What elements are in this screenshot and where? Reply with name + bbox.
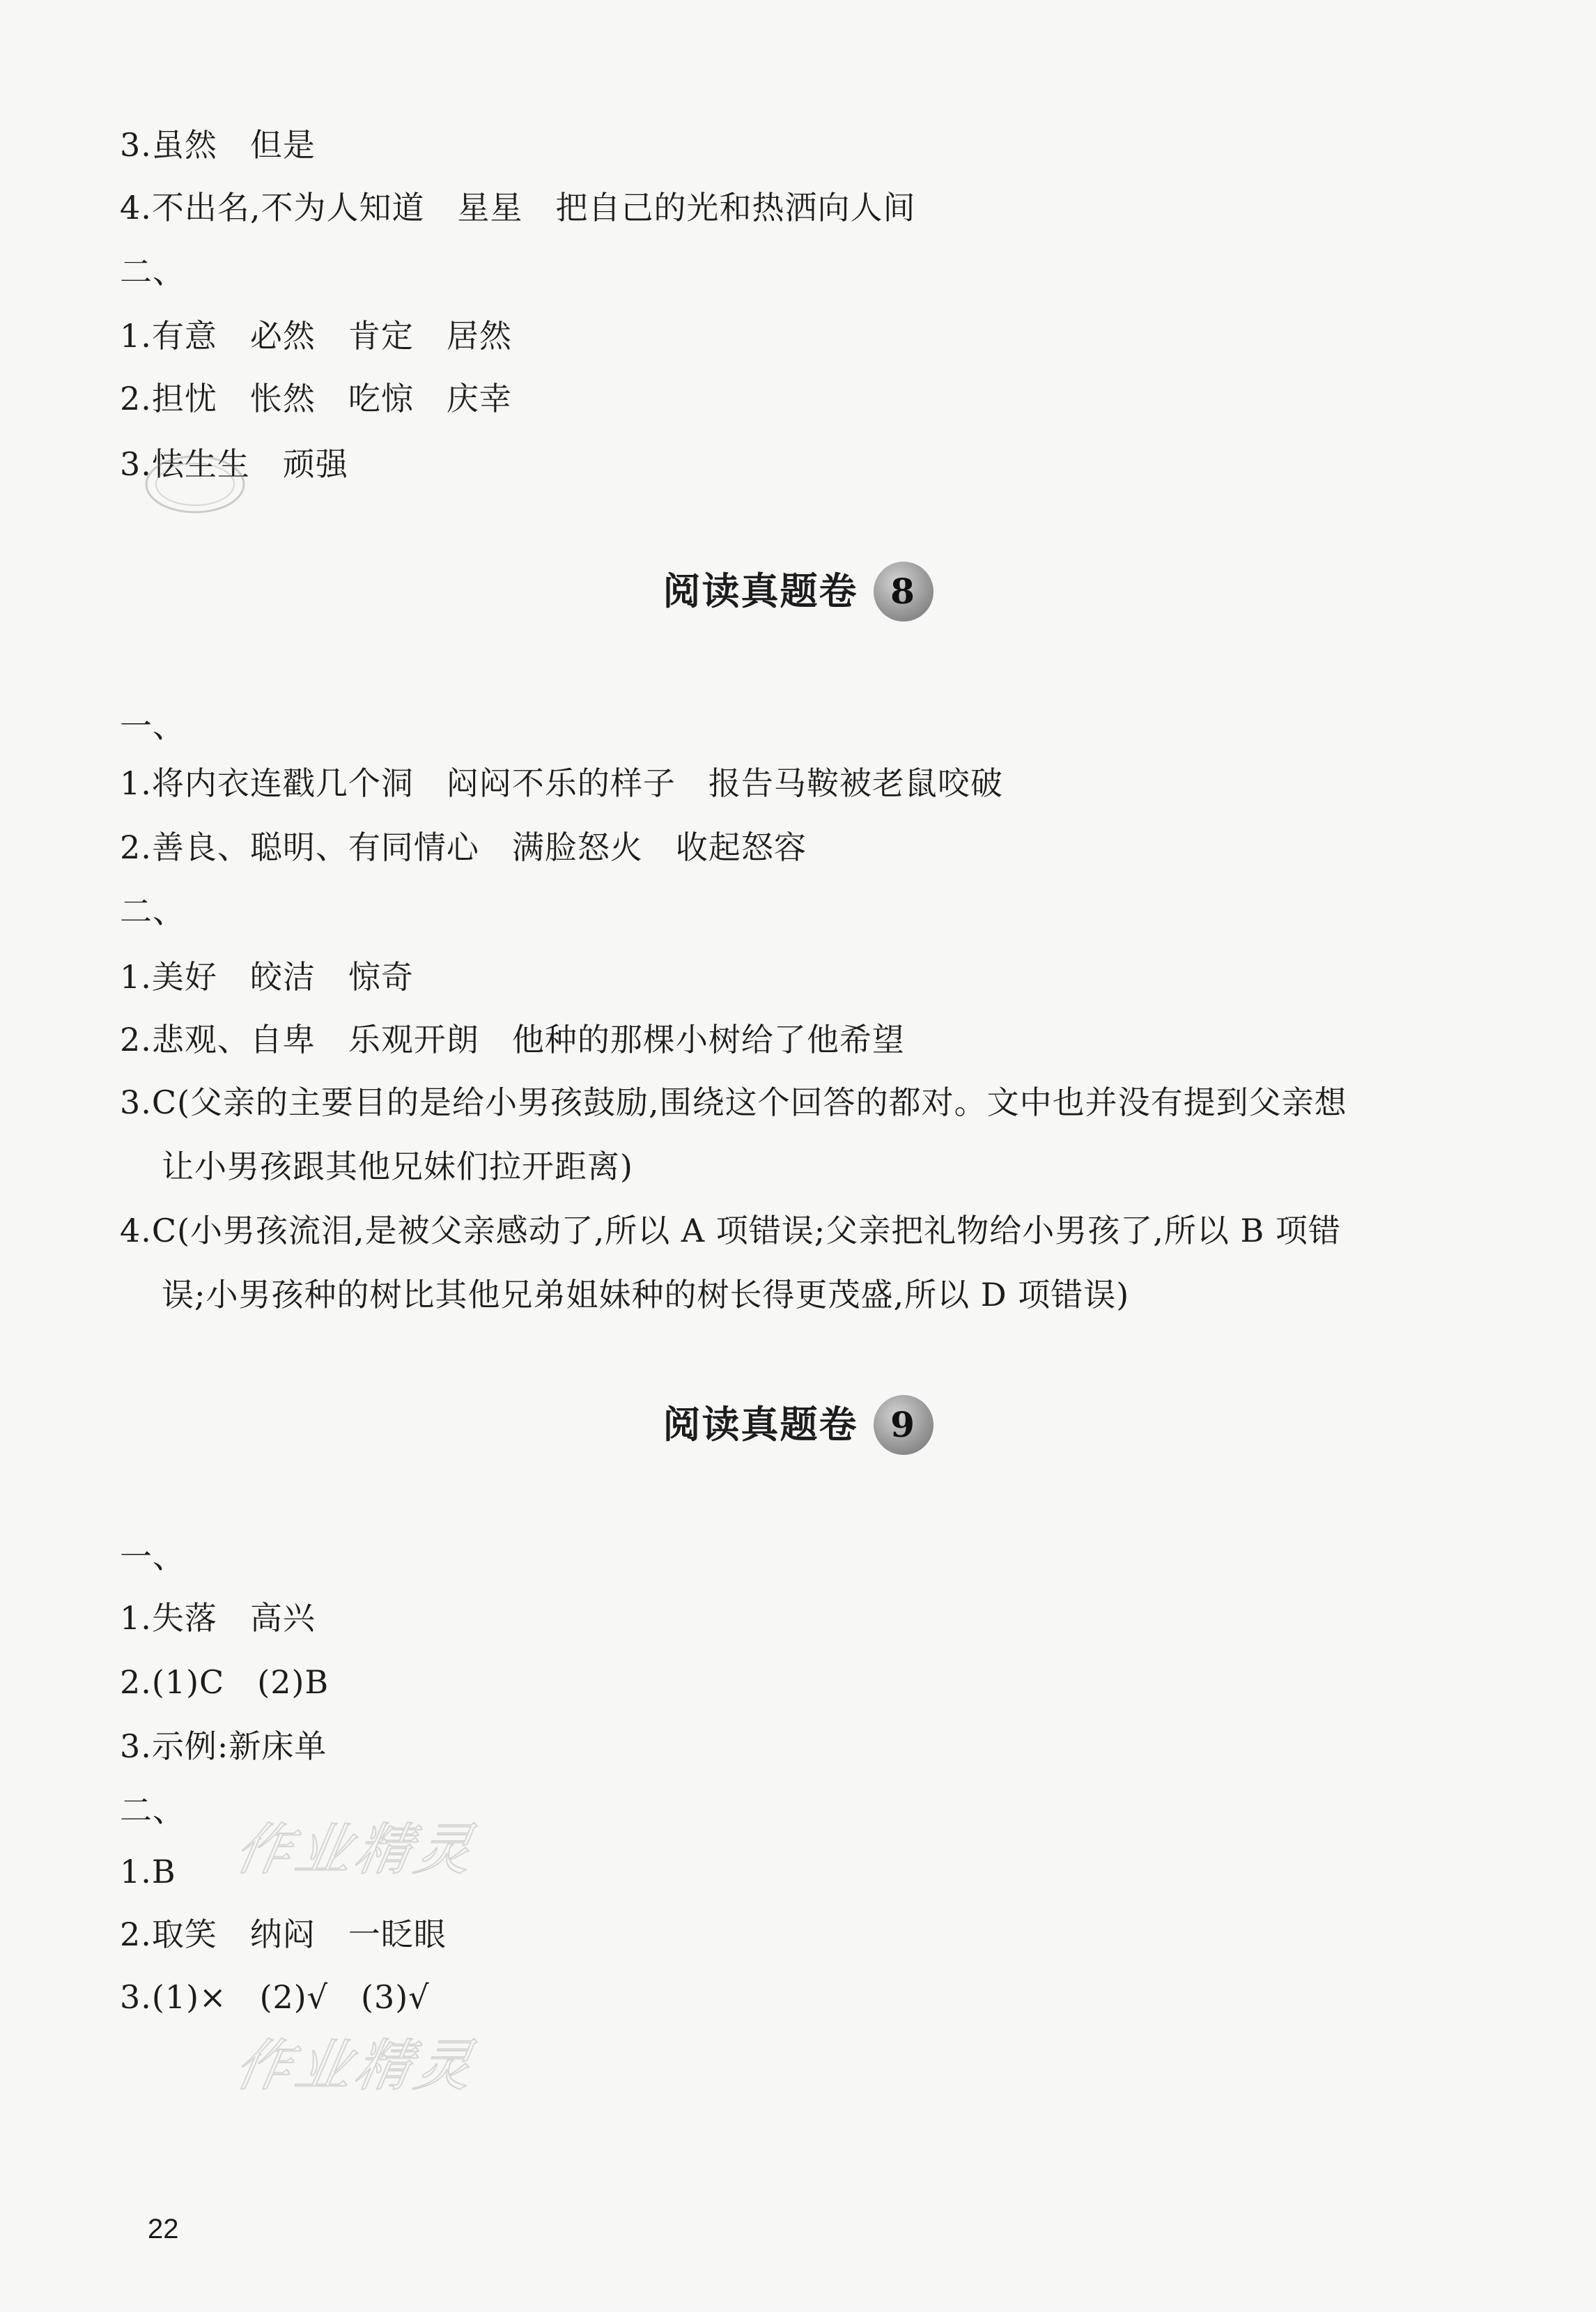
answer-line: 2.取笑 纳闷 一眨眼 <box>120 1916 447 1953</box>
answer-line: 2.悲观、自卑 乐观开朗 他种的那棵小树给了他希望 <box>120 1021 905 1058</box>
part-heading: 一、 <box>120 707 185 745</box>
answer-line: 3.(1)× (2)√ (3)√ <box>120 1978 430 2016</box>
answer-line: 1.有意 必然 肯定 居然 <box>120 317 512 355</box>
section-title-8 <box>0 562 1596 622</box>
part-heading: 二、 <box>120 253 185 291</box>
part-heading: 二、 <box>120 893 185 930</box>
answer-line: 1.B <box>120 1853 176 1890</box>
answer-line: 1.美好 皎洁 惊奇 <box>120 958 414 996</box>
answer-line: 3.虽然 但是 <box>120 126 316 164</box>
part-heading: 一、 <box>120 1538 185 1575</box>
answer-line-continued: 让小男孩跟其他兄妹们拉开距离) <box>162 1148 633 1185</box>
answer-line: 3.示例:新床单 <box>120 1727 327 1765</box>
answer-line-continued: 误;小男孩种的树比其他兄弟姐妹种的树长得更茂盛,所以 D 项错误) <box>162 1276 1130 1313</box>
section-number-badge: 8 <box>874 562 933 622</box>
section-title-text: 阅读真题卷 <box>663 569 858 614</box>
watermark: 作业精灵 <box>230 1817 481 1882</box>
answer-line: 1.失落 高兴 <box>120 1599 316 1637</box>
section-number-badge: 9 <box>874 1395 933 1455</box>
answer-line: 2.(1)C (2)B <box>120 1663 330 1701</box>
section-title-text: 阅读真题卷 <box>663 1403 858 1447</box>
answer-line: 3.怯生生 顽强 <box>120 445 348 483</box>
part-heading: 二、 <box>120 1791 185 1829</box>
answer-line: 4.C(小男孩流泪,是被父亲感动了,所以 A 项错误;父亲把礼物给小男孩了,所以 B 项错 <box>120 1212 1341 1249</box>
answer-line: 4.不出名,不为人知道 星星 把自己的光和热洒向人间 <box>120 189 916 226</box>
answer-line: 2.担忧 怅然 吃惊 庆幸 <box>120 380 512 417</box>
answer-line: 1.将内衣连戳几个洞 闷闷不乐的样子 报告马鞍被老鼠咬破 <box>120 764 1003 802</box>
section-title-9 <box>0 1395 1596 1455</box>
watermark: 作业精灵 <box>230 2033 481 2098</box>
answer-line: 3.C(父亲的主要目的是给小男孩鼓励,围绕这个回答的都对。文中也并没有提到父亲想 <box>120 1084 1347 1121</box>
page-number: 22 <box>148 2214 179 2244</box>
answer-line: 2.善良、聪明、有同情心 满脸怒火 收起怒容 <box>120 829 807 866</box>
